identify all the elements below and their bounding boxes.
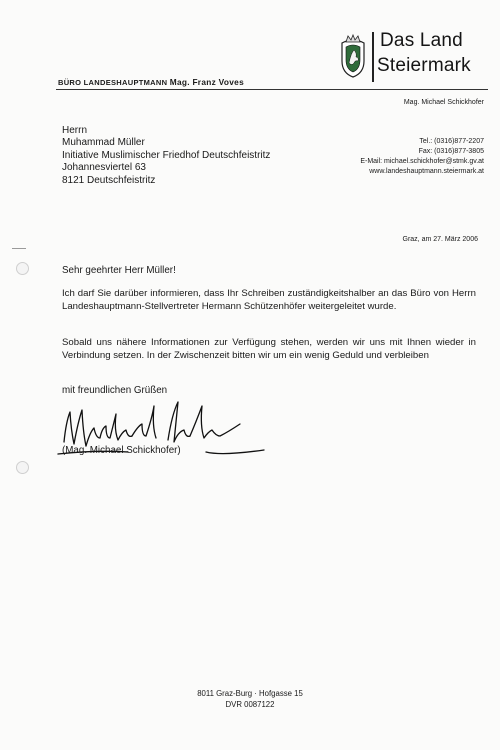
punch-hole xyxy=(16,461,29,474)
recipient-line: 8121 Deutschfeistritz xyxy=(62,174,156,186)
footer-address: 8011 Graz-Burg · Hofgasse 15 xyxy=(197,689,303,698)
brand-logo xyxy=(340,30,488,86)
recipient-line: Johannesviertel 63 xyxy=(62,162,146,174)
sender-tel: Tel.: (0316)877-2207 xyxy=(419,138,484,145)
signer-name: (Mag. Michael Schickhofer) xyxy=(62,445,181,456)
footer-dvr: DVR 0087122 xyxy=(225,700,275,709)
brand-line-2: Steiermark xyxy=(377,55,471,76)
office-holder-name: Mag. Franz Voves xyxy=(169,77,245,87)
sender-contact-block xyxy=(360,137,484,177)
sender-email: E-Mail: michael.schickhofer@stmk.gv.at xyxy=(360,158,484,165)
punch-hole xyxy=(16,262,29,275)
body-paragraph: Ich darf Sie darüber informieren, dass Ihr Schreiben zuständigkeitshalber an das Büro von Herrn Landeshauptmann-Stellvertreter Hermann Schützenhöfer weitergeleitet wurde. xyxy=(62,288,476,313)
brand-line-1: Das Land xyxy=(380,30,463,51)
sender-website: www.landeshauptmann.steiermark.at xyxy=(369,168,484,175)
recipient-address xyxy=(62,125,270,187)
recipient-line: Herrn xyxy=(62,125,88,136)
logo-divider xyxy=(372,32,374,82)
letter-date: Graz, am 27. März 2006 xyxy=(402,236,478,243)
body-paragraph: Sobald uns nähere Informationen zur Verfügung stehen, werden wir uns mit Ihnen wieder in Verbindung setzen. In der Zwischenzeit bitten wir um ein wenig Geduld und verbleiben xyxy=(62,337,476,362)
sender-name: Mag. Michael Schickhofer xyxy=(403,99,484,106)
closing-phrase: mit freundlichen Grüßen xyxy=(62,385,168,396)
office-heading xyxy=(58,77,244,87)
sender-fax: Fax: (0316)877-3805 xyxy=(418,148,484,155)
fold-mark xyxy=(12,248,26,249)
recipient-line: Muhammad Müller xyxy=(62,137,145,149)
office-rule xyxy=(56,89,488,90)
office-prefix: BÜRO LANDESHAUPTMANN xyxy=(58,78,168,87)
salutation: Sehr geehrter Herr Müller! xyxy=(62,265,176,276)
recipient-line: Initiative Muslimischer Friedhof Deutschfeistritz xyxy=(62,149,271,161)
